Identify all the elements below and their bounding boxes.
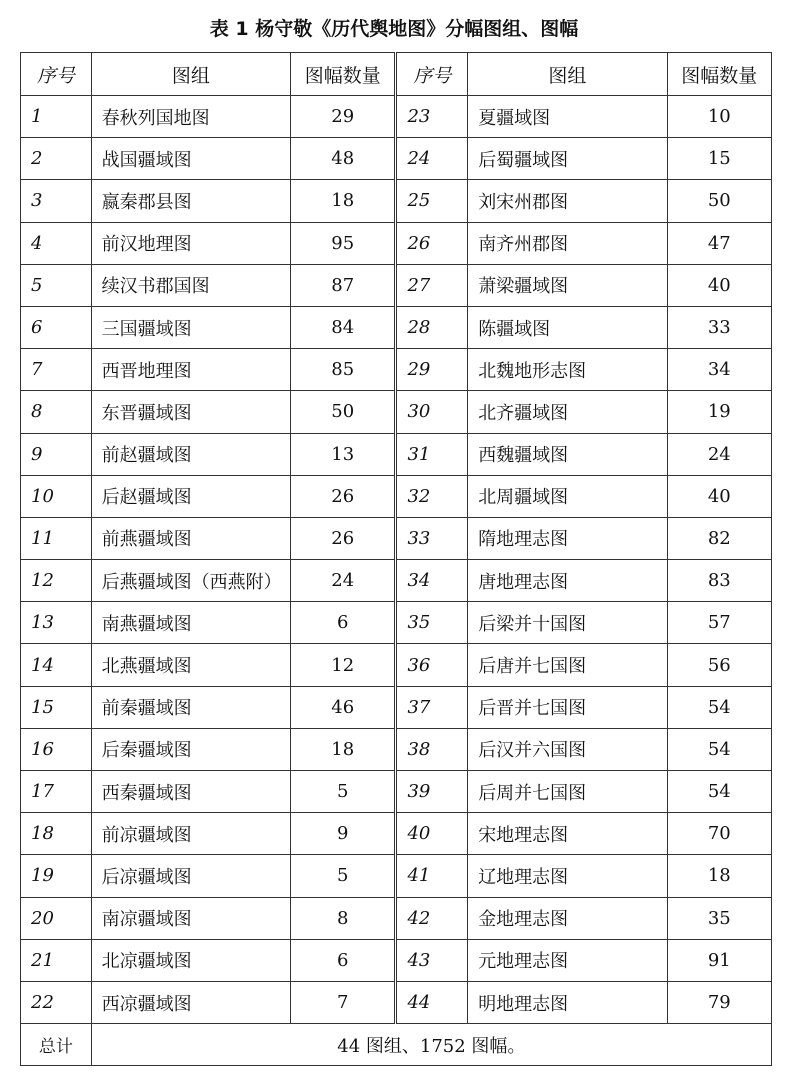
row-count: 5 — [291, 855, 396, 897]
row-index: 33 — [396, 517, 468, 559]
table-row — [21, 517, 772, 559]
row-count: 85 — [291, 349, 396, 391]
row-group: 西秦疆域图 — [91, 771, 290, 813]
row-count: 70 — [667, 813, 771, 855]
row-count: 83 — [667, 560, 771, 602]
row-index: 42 — [396, 897, 468, 939]
row-count: 84 — [291, 306, 396, 348]
row-group: 前赵疆域图 — [91, 433, 290, 475]
row-index: 36 — [396, 644, 468, 686]
row-count: 15 — [667, 138, 771, 180]
row-count: 40 — [667, 475, 771, 517]
row-count: 12 — [291, 644, 396, 686]
row-count: 29 — [291, 96, 396, 138]
header-row — [21, 53, 772, 96]
row-count: 9 — [291, 813, 396, 855]
table-row — [21, 897, 772, 939]
row-index: 37 — [396, 686, 468, 728]
row-count: 13 — [291, 433, 396, 475]
row-group: 萧梁疆域图 — [468, 264, 667, 306]
row-count: 50 — [667, 180, 771, 222]
table-row — [21, 391, 772, 433]
row-group: 后秦疆域图 — [91, 728, 290, 770]
row-index: 44 — [396, 981, 468, 1023]
row-group: 后凉疆域图 — [91, 855, 290, 897]
row-group: 宋地理志图 — [468, 813, 667, 855]
table-row — [21, 306, 772, 348]
row-group: 隋地理志图 — [468, 517, 667, 559]
header-count-right: 图幅数量 — [667, 53, 771, 96]
row-count: 18 — [291, 728, 396, 770]
row-index: 13 — [21, 602, 92, 644]
row-group: 刘宋州郡图 — [468, 180, 667, 222]
total-row — [21, 1024, 772, 1066]
row-index: 21 — [21, 939, 92, 981]
row-group: 北周疆域图 — [468, 475, 667, 517]
header-count-left: 图幅数量 — [291, 53, 396, 96]
row-group: 东晋疆域图 — [91, 391, 290, 433]
row-group: 金地理志图 — [468, 897, 667, 939]
header-group-left: 图组 — [91, 53, 290, 96]
row-group: 西凉疆域图 — [91, 981, 290, 1023]
table-row — [21, 771, 772, 813]
row-index: 12 — [21, 560, 92, 602]
row-count: 6 — [291, 939, 396, 981]
row-index: 31 — [396, 433, 468, 475]
row-group: 后蜀疆域图 — [468, 138, 667, 180]
row-index: 38 — [396, 728, 468, 770]
table-row — [21, 96, 772, 138]
header-idx-right: 序号 — [396, 53, 468, 96]
row-count: 26 — [291, 475, 396, 517]
row-index: 41 — [396, 855, 468, 897]
row-index: 26 — [396, 222, 468, 264]
table-row — [21, 855, 772, 897]
table-row — [21, 644, 772, 686]
row-index: 2 — [21, 138, 92, 180]
row-index: 8 — [21, 391, 92, 433]
table-row — [21, 264, 772, 306]
row-index: 28 — [396, 306, 468, 348]
table-row — [21, 686, 772, 728]
row-index: 4 — [21, 222, 92, 264]
table-row — [21, 138, 772, 180]
row-group: 春秋列国地图 — [91, 96, 290, 138]
row-index: 10 — [21, 475, 92, 517]
row-group: 南凉疆域图 — [91, 897, 290, 939]
row-index: 16 — [21, 728, 92, 770]
row-group: 唐地理志图 — [468, 560, 667, 602]
row-count: 26 — [291, 517, 396, 559]
row-group: 明地理志图 — [468, 981, 667, 1023]
row-count: 87 — [291, 264, 396, 306]
table-row — [21, 602, 772, 644]
row-group: 后燕疆域图（西燕附） — [91, 560, 290, 602]
table-row — [21, 349, 772, 391]
row-group: 北燕疆域图 — [91, 644, 290, 686]
row-index: 6 — [21, 306, 92, 348]
row-count: 79 — [667, 981, 771, 1023]
row-index: 14 — [21, 644, 92, 686]
row-index: 34 — [396, 560, 468, 602]
row-index: 23 — [396, 96, 468, 138]
map-groups-table — [20, 52, 772, 1066]
row-count: 18 — [667, 855, 771, 897]
row-group: 后赵疆域图 — [91, 475, 290, 517]
row-group: 前凉疆域图 — [91, 813, 290, 855]
header-group-right: 图组 — [468, 53, 667, 96]
row-index: 18 — [21, 813, 92, 855]
row-group: 西魏疆域图 — [468, 433, 667, 475]
table-row — [21, 475, 772, 517]
row-index: 32 — [396, 475, 468, 517]
row-index: 17 — [21, 771, 92, 813]
row-index: 5 — [21, 264, 92, 306]
row-count: 35 — [667, 897, 771, 939]
row-group: 北魏地形志图 — [468, 349, 667, 391]
table-row — [21, 813, 772, 855]
row-index: 40 — [396, 813, 468, 855]
row-group: 后汉并六国图 — [468, 728, 667, 770]
row-count: 54 — [667, 771, 771, 813]
row-index: 22 — [21, 981, 92, 1023]
row-count: 24 — [291, 560, 396, 602]
row-index: 35 — [396, 602, 468, 644]
row-count: 46 — [291, 686, 396, 728]
row-index: 25 — [396, 180, 468, 222]
row-count: 48 — [291, 138, 396, 180]
row-count: 24 — [667, 433, 771, 475]
row-group: 后周并七国图 — [468, 771, 667, 813]
row-count: 95 — [291, 222, 396, 264]
row-group: 元地理志图 — [468, 939, 667, 981]
row-count: 82 — [667, 517, 771, 559]
row-group: 陈疆域图 — [468, 306, 667, 348]
row-group: 续汉书郡国图 — [91, 264, 290, 306]
row-count: 6 — [291, 602, 396, 644]
row-index: 9 — [21, 433, 92, 475]
table-row — [21, 180, 772, 222]
row-group: 三国疆域图 — [91, 306, 290, 348]
row-index: 20 — [21, 897, 92, 939]
table-row — [21, 939, 772, 981]
row-group: 辽地理志图 — [468, 855, 667, 897]
row-group: 后晋并七国图 — [468, 686, 667, 728]
row-group: 西晋地理图 — [91, 349, 290, 391]
row-group: 北齐疆域图 — [468, 391, 667, 433]
row-index: 29 — [396, 349, 468, 391]
row-count: 5 — [291, 771, 396, 813]
row-count: 47 — [667, 222, 771, 264]
row-index: 24 — [396, 138, 468, 180]
row-count: 54 — [667, 686, 771, 728]
row-count: 34 — [667, 349, 771, 391]
row-index: 15 — [21, 686, 92, 728]
row-group: 前燕疆域图 — [91, 517, 290, 559]
row-count: 19 — [667, 391, 771, 433]
row-count: 91 — [667, 939, 771, 981]
table-row — [21, 728, 772, 770]
header-idx-left: 序号 — [21, 53, 92, 96]
row-count: 18 — [291, 180, 396, 222]
table-row — [21, 222, 772, 264]
row-index: 3 — [21, 180, 92, 222]
row-index: 27 — [396, 264, 468, 306]
row-count: 8 — [291, 897, 396, 939]
row-group: 前秦疆域图 — [91, 686, 290, 728]
row-group: 南燕疆域图 — [91, 602, 290, 644]
row-group: 后唐并七国图 — [468, 644, 667, 686]
row-count: 40 — [667, 264, 771, 306]
row-group: 南齐州郡图 — [468, 222, 667, 264]
row-index: 11 — [21, 517, 92, 559]
row-group: 战国疆域图 — [91, 138, 290, 180]
row-index: 39 — [396, 771, 468, 813]
row-group: 后梁并十国图 — [468, 602, 667, 644]
row-count: 57 — [667, 602, 771, 644]
row-count: 56 — [667, 644, 771, 686]
row-index: 1 — [21, 96, 92, 138]
row-count: 10 — [667, 96, 771, 138]
table-row — [21, 981, 772, 1023]
row-group: 嬴秦郡县图 — [91, 180, 290, 222]
row-index: 30 — [396, 391, 468, 433]
table-caption: 表 1 杨守敬《历代舆地图》分幅图组、图幅 — [209, 18, 579, 40]
row-group: 前汉地理图 — [91, 222, 290, 264]
row-index: 19 — [21, 855, 92, 897]
total-value: 44 图组、1752 图幅。 — [91, 1024, 771, 1066]
row-index: 7 — [21, 349, 92, 391]
total-label: 总计 — [21, 1024, 92, 1066]
row-group: 北凉疆域图 — [91, 939, 290, 981]
table-row — [21, 433, 772, 475]
row-count: 7 — [291, 981, 396, 1023]
row-group: 夏疆域图 — [468, 96, 667, 138]
row-count: 33 — [667, 306, 771, 348]
row-index: 43 — [396, 939, 468, 981]
table-row — [21, 560, 772, 602]
row-count: 50 — [291, 391, 396, 433]
row-count: 54 — [667, 728, 771, 770]
